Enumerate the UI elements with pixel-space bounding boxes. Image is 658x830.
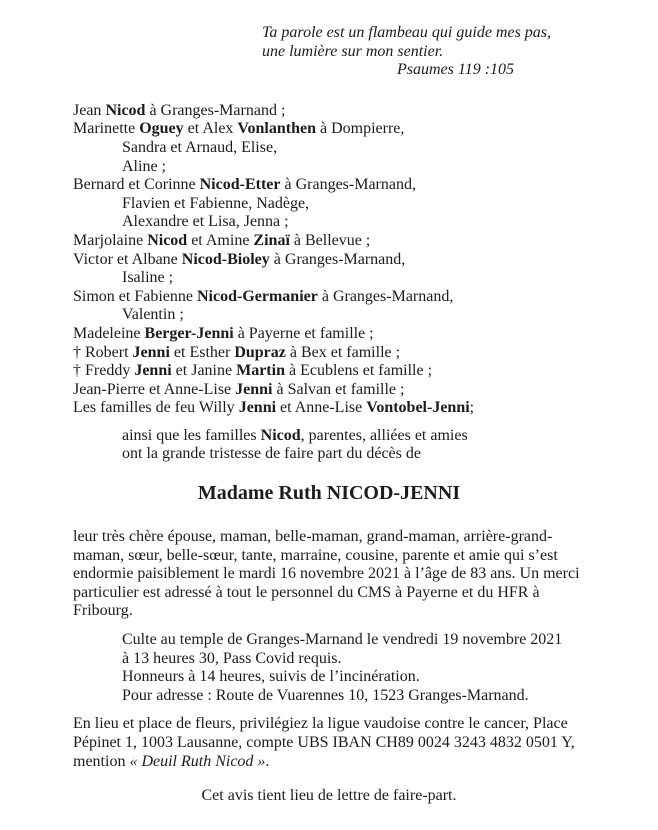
text-line <box>73 139 658 158</box>
text-segment: Sandra et Arnaud, Elise, <box>122 138 278 156</box>
family-name-bold: Jenni <box>134 362 172 380</box>
text-line <box>73 251 658 270</box>
text-line <box>122 650 658 669</box>
text-segment: Jean <box>73 101 106 119</box>
text-segment: Les familles de feu Willy <box>73 399 239 417</box>
text-line <box>73 753 593 772</box>
family-name-bold: Nicod-Germanier <box>196 287 318 305</box>
text-line <box>73 120 658 139</box>
text-segment: Culte au temple de Granges-Marnand le vendredi 19 novembre 2021 <box>122 631 563 649</box>
family-name-bold: Berger-Jenni <box>144 324 234 342</box>
family-name-bold: Dupraz <box>234 343 286 361</box>
epigraph <box>262 24 658 80</box>
text-segment: En lieu et place de fleurs, privilégiez la ligue vaudoise contre le cancer, Place <box>73 715 568 733</box>
text-segment: Pépinet 1, 1003 Lausanne, compte UBS IBAN CH89 0024 3243 4832 0501 Y, <box>73 734 575 751</box>
text-segment: Isaline ; <box>122 269 174 287</box>
deceased-name: Madame Ruth NICOD-JENNI <box>197 482 461 505</box>
text-segment: Honneurs à 14 heures, suivis de l’incinération. <box>122 668 420 686</box>
text-line <box>73 288 658 307</box>
text-segment: , parentes, alliées et amies <box>300 426 468 444</box>
closing-line: Cet avis tient lieu de lettre de faire-part. <box>201 787 457 805</box>
text-segment: à Granges-Marnand ; <box>145 101 286 119</box>
text-segment: ; <box>469 399 475 417</box>
ceremony-details <box>122 631 658 705</box>
family-name-bold: Nicod-Etter <box>199 176 281 194</box>
family-name-bold: Martin <box>236 362 285 380</box>
text-line <box>73 269 658 288</box>
text-segment: à Payerne et famille ; <box>233 324 374 342</box>
text-line <box>73 734 593 753</box>
text-segment: Madeleine <box>73 324 145 342</box>
text-segment: mention <box>73 752 130 770</box>
text-segment: leur très chère épouse, maman, belle-maman, grand-maman, arrière-grand- <box>73 528 553 546</box>
text-line <box>122 445 658 464</box>
family-name-bold: Jenni <box>132 343 170 361</box>
text-line <box>73 158 658 177</box>
text-segment: † Freddy <box>73 362 135 380</box>
text-line <box>73 547 593 566</box>
text-segment: à Dompierre, <box>315 120 405 138</box>
text-segment: et Amine <box>187 231 254 249</box>
text-segment: Marjolaine <box>73 231 148 249</box>
family-name-bold: Nicod-Bioley <box>181 250 270 268</box>
text-segment: Valentin ; <box>122 306 184 324</box>
text-line <box>73 232 658 251</box>
text-segment: et Esther <box>169 343 235 361</box>
text-segment: Alexandre et Lisa, Jenna ; <box>122 213 289 231</box>
family-name-bold: Jenni <box>238 399 277 417</box>
text-segment: particulier est adressé à tout le personnel du CMS à Payerne et du HFR à <box>73 583 540 601</box>
family-name-bold: Nicod <box>105 101 146 119</box>
text-line <box>73 362 658 381</box>
text-segment: Simon et Fabienne <box>73 287 197 305</box>
family-name-bold: Vontobel-Jenni <box>366 399 470 417</box>
text-segment: à Granges-Marnand, <box>317 287 454 305</box>
donations-paragraph <box>73 715 593 771</box>
text-segment: ont la grande tristesse de faire part du décès de <box>122 445 421 463</box>
family-name-bold: Nicod <box>260 426 301 444</box>
text-line <box>122 427 658 446</box>
text-segment: à Bellevue ; <box>289 231 371 249</box>
text-segment: endormie paisiblement le mardi 16 novembre 2021 à l’âge de 83 ans. Un merci <box>73 565 580 583</box>
intro-lines <box>122 427 658 464</box>
text-line <box>73 344 658 363</box>
family-name-bold: Jenni <box>235 380 273 398</box>
text-segment: † Robert <box>73 343 133 361</box>
text-line <box>73 399 658 418</box>
text-line <box>73 102 658 121</box>
text-segment: à Granges-Marnand, <box>280 176 416 194</box>
family-name-bold: Nicod <box>147 231 188 249</box>
text-line <box>73 602 593 621</box>
text-segment: ainsi que les familles <box>122 426 261 444</box>
text-line <box>122 668 658 687</box>
epigraph-attribution: Psaumes 119 :105 <box>397 61 515 79</box>
text-line <box>73 306 658 325</box>
text-segment: Marinette <box>73 120 140 138</box>
family-list <box>73 102 658 418</box>
text-segment: à Granges-Marnand, <box>269 250 406 268</box>
text-segment: et Alex <box>183 120 238 138</box>
text-segment: et Janine <box>171 362 237 380</box>
text-line <box>73 584 593 603</box>
text-line <box>73 528 593 547</box>
text-line <box>73 381 658 400</box>
text-segment: « Deuil Ruth Nicod » <box>129 752 266 770</box>
text-line <box>73 176 658 195</box>
text-line <box>122 631 658 650</box>
text-segment: Victor et Albane <box>73 250 182 268</box>
text-line <box>122 687 658 706</box>
text-segment: Pour adresse : Route de Vuarennes 10, 1523 Granges-Marnand. <box>122 686 529 704</box>
text-line <box>73 565 593 584</box>
text-segment: . <box>265 752 270 770</box>
text-line <box>73 213 658 232</box>
text-segment: Flavien et Fabienne, Nadège, <box>122 194 310 212</box>
family-name-bold: Oguey <box>139 120 184 138</box>
family-name-bold: Zinaï <box>253 231 290 249</box>
text-segment: maman, sœur, belle-sœur, tante, marraine, cousine, parente et amie qui s’est <box>73 546 558 564</box>
text-segment: à 13 heures 30, Pass Covid requis. <box>122 649 342 667</box>
epigraph-line: Ta parole est un flambeau qui guide mes pas, <box>262 24 552 41</box>
text-segment: Fribourg. <box>73 602 133 620</box>
obituary-paragraph <box>73 528 593 621</box>
text-segment: Aline ; <box>122 157 166 175</box>
family-name-bold: Vonlanthen <box>237 120 316 138</box>
text-line <box>73 325 658 344</box>
text-segment: à Bex et famille ; <box>285 343 401 361</box>
text-line <box>73 715 593 734</box>
text-segment: à Salvan et famille ; <box>272 380 405 398</box>
text-segment: Jean-Pierre et Anne-Lise <box>73 380 236 398</box>
epigraph-line: une lumière sur mon sentier. <box>262 42 444 60</box>
text-line <box>73 195 658 214</box>
text-segment: Bernard et Corinne <box>73 176 200 194</box>
text-segment: à Ecublens et famille ; <box>284 362 433 380</box>
text-segment: et Anne-Lise <box>276 399 367 417</box>
